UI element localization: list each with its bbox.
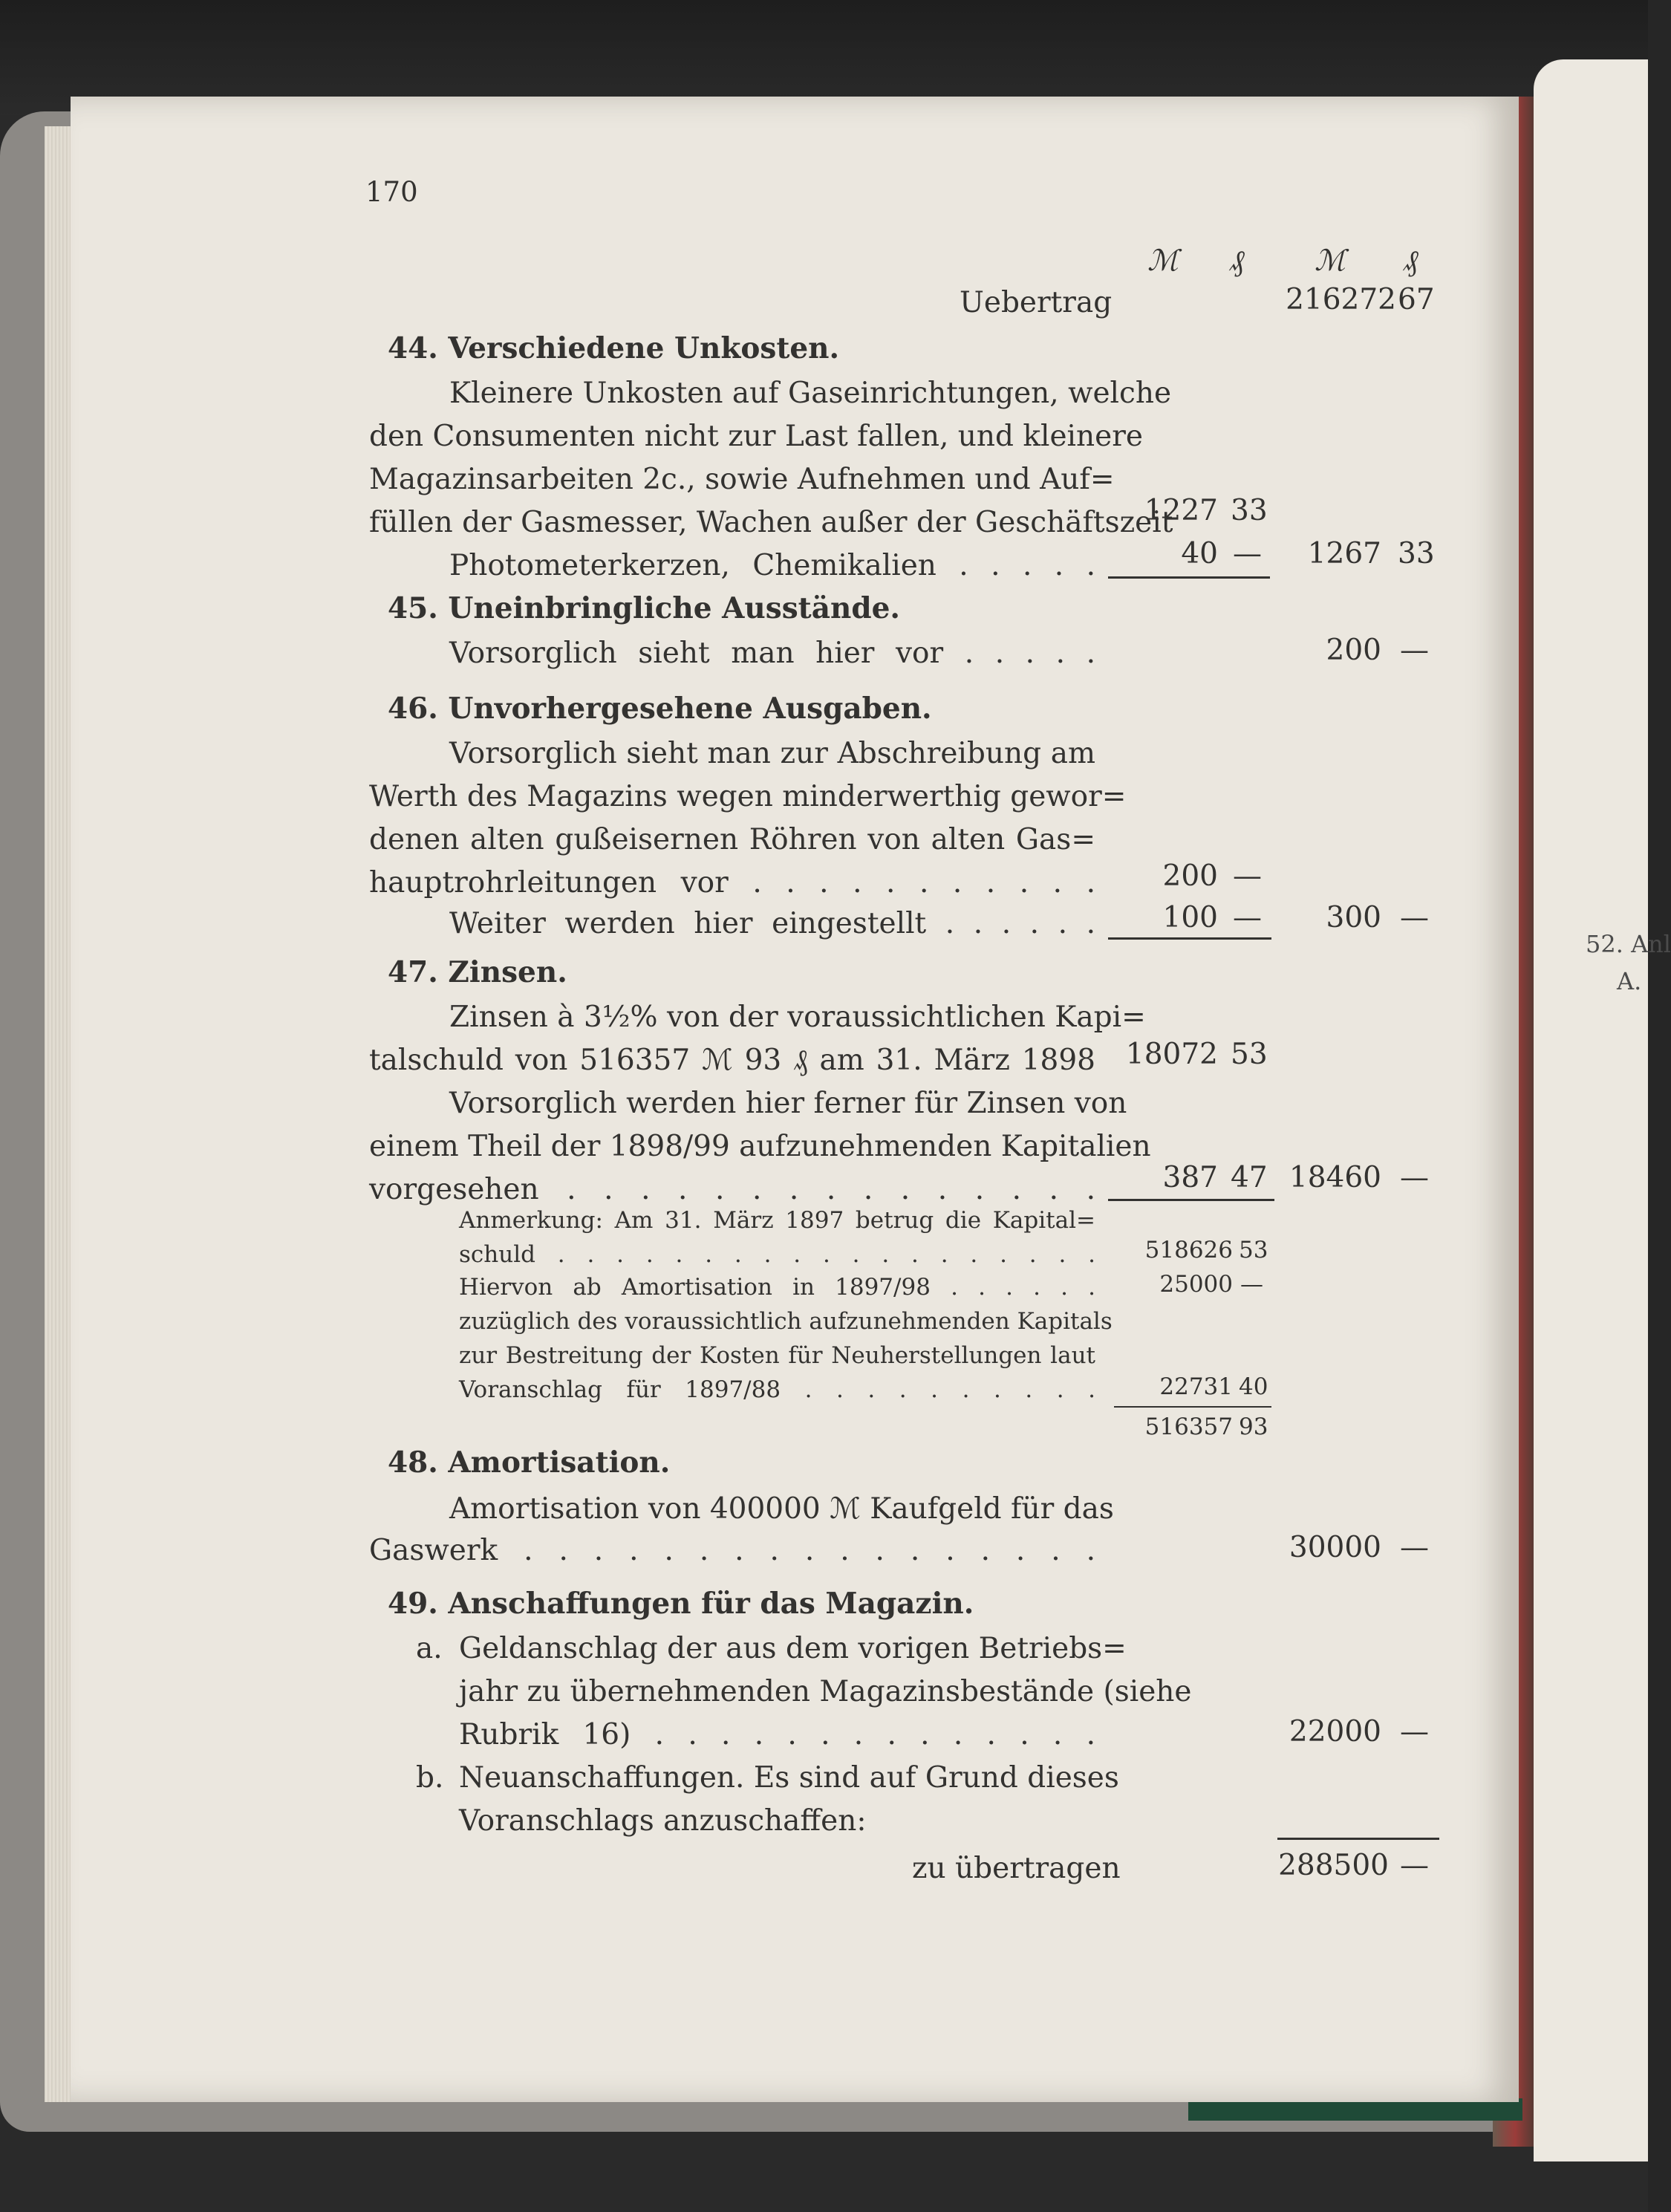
carry-over-pf: 67 [1398,283,1435,316]
section-49-a-total-mark: 22000 [1289,1715,1381,1749]
section-47-amount-2-pf: 47 [1231,1161,1268,1194]
section-47-amount-1-mark: 18072 [1125,1038,1218,1071]
section-47-note-amount-1-pf: 53 [1239,1237,1268,1263]
section-44-amount-2-pf: — [1233,537,1262,570]
section-44-line-3: Magazinsarbeiten 2c., sowie Aufnehmen und Auf= [369,463,1115,496]
section-47-total-mark: 18460 [1289,1161,1381,1194]
section-47-note-amount-3-mark: 22731 [1159,1373,1233,1400]
section-46-total-mark: 300 [1326,901,1381,934]
section-47-line-2: talschuld von 516357 ℳ 93 ₰ am 31. März 1898 [369,1044,1095,1077]
section-47-note-line-6: Voranschlag für 1897/88 . . . . . . . . . . [459,1376,1095,1403]
section-46-amount-1-mark: 200 [1162,859,1218,893]
section-47-note-amount-2-mark: 25000 [1159,1271,1233,1298]
section-44-amount-2-mark: 40 [1181,537,1218,570]
section-46-amount-2-mark: 100 [1162,901,1218,934]
section-44-heading: 44. Verschiedene Unkosten. [388,331,840,365]
section-47-note-line-4: zuzüglich des voraussichtlich aufzunehmenden Kapitals [459,1308,1113,1335]
section-44-amount-1-pf: 33 [1231,494,1268,527]
section-44-line-5: Photometerkerzen, Chemikalien . . . . . [449,549,1095,582]
currency-mark-header-1: ℳ [1147,244,1179,278]
section-48-total-mark: 30000 [1289,1531,1381,1564]
section-47-line-1: Zinsen à 3½% von der voraussichtlichen Kapi= [449,1001,1146,1034]
currency-mark-header-2: ℳ [1315,244,1346,278]
section-46-amount-2-pf: — [1233,901,1262,934]
section-44-line-4: füllen der Gasmesser, Wachen außer der Geschäftszeit [369,506,1173,539]
section-47-total-pf: — [1400,1161,1429,1194]
section-44-line-2: den Consumenten nicht zur Last fallen, und kleinere [369,420,1143,453]
section-49-heading: 49. Anschaffungen für das Magazin. [388,1587,974,1621]
carry-forward-rule [1277,1838,1439,1840]
section-48-line-2: Gaswerk . . . . . . . . . . . . . . . . . [369,1534,1095,1567]
section-47-note-amount-3-pf: 40 [1239,1373,1268,1400]
section-49-b-label: b. [416,1761,444,1795]
section-49-a-line-2: jahr zu übernehmenden Magazinsbestände (siehe [459,1675,1192,1708]
section-49-a-line-3: Rubrik 16) . . . . . . . . . . . . . . [459,1718,1095,1751]
section-46-sum-rule [1108,937,1271,940]
section-46-line-1: Vorsorglich sieht man zur Abschreibung am [449,737,1095,770]
carry-forward-pf: — [1400,1849,1429,1882]
section-47-amount-1-pf: 53 [1231,1038,1268,1071]
carry-forward-label: zu übertragen [912,1852,1121,1885]
section-46-total-pf: — [1400,901,1429,934]
section-44-total-pf: 33 [1398,537,1435,570]
section-46-line-5: Weiter werden hier eingestellt . . . . . . [449,907,1095,940]
section-48-line-1: Amortisation von 400000 ℳ Kaufgeld für das [449,1492,1114,1526]
section-47-note-line-3: Hiervon ab Amortisation in 1897/98 . . . . . . [459,1274,1095,1301]
section-45-total-mark: 200 [1326,634,1381,667]
section-47-note-line-2: schuld . . . . . . . . . . . . . . . . . . . [459,1241,1095,1268]
section-45-total-pf: — [1400,634,1429,667]
section-47-note-amount-2-pf: — [1240,1271,1263,1298]
section-47-amount-2-mark: 387 [1162,1161,1218,1194]
facing-page [1534,59,1671,2161]
section-47-note-amount-4-pf: 93 [1239,1414,1268,1440]
section-47-heading: 47. Zinsen. [388,955,567,989]
section-49-a-line-1: Geldanschlag der aus dem vorigen Betriebs= [459,1632,1127,1665]
page-edges [45,126,74,2102]
facing-page-fragment-2: A. [1617,967,1642,995]
section-45-heading: 45. Uneinbringliche Ausstände. [388,591,900,625]
section-44-sum-rule [1108,576,1270,579]
section-49-a-label: a. [416,1632,443,1665]
section-47-note-sum-rule [1114,1406,1271,1408]
section-48-total-pf: — [1400,1531,1429,1564]
carry-over-mark: 216272 [1286,283,1396,316]
section-46-line-4: hauptrohrleitungen vor . . . . . . . . . . . [369,866,1095,900]
section-49-b-line-1: Neuanschaffungen. Es sind auf Grund dieses [459,1761,1119,1795]
section-44-line-1: Kleinere Unkosten auf Gaseinrichtungen, welche [449,377,1172,410]
section-47-note-amount-4-mark: 516357 [1144,1414,1233,1440]
currency-pf-header-1: ₰ [1230,244,1245,278]
currency-pf-header-2: ₰ [1404,244,1418,278]
section-47-line-3: Vorsorglich werden hier ferner für Zinsen von [449,1087,1127,1120]
section-47-line-4: einem Theil der 1898/99 aufzunehmenden Kapitalien [369,1130,1151,1163]
section-44-total-mark: 1267 [1307,537,1381,570]
section-45-line: Vorsorglich sieht man hier vor . . . . . [449,637,1095,670]
section-48-heading: 48. Amortisation. [388,1445,671,1480]
section-46-line-2: Werth des Magazins wegen minderwerthig gewor= [369,780,1127,813]
carry-over-label: Uebertrag [960,286,1113,319]
carry-forward-mark: 288500 [1278,1849,1389,1882]
section-46-amount-1-pf: — [1233,859,1262,893]
section-49-a-total-pf: — [1400,1715,1429,1749]
section-47-note-amount-1-mark: 518626 [1144,1237,1233,1263]
facing-page-fragment-1: 52. Anl [1586,930,1671,958]
section-44-amount-1-mark: 1227 [1144,494,1218,527]
section-46-line-3: denen alten gußeisernen Röhren von alten Gas= [369,823,1095,856]
section-49-b-line-2: Voranschlags anzuschaffen: [459,1804,867,1838]
section-47-note-line-5: zur Bestreitung der Kosten für Neuherstellungen laut [459,1342,1095,1369]
section-47-sum-rule [1108,1199,1274,1201]
section-46-heading: 46. Unvorhergesehene Ausgaben. [388,692,932,726]
section-47-line-5: vorgesehen . . . . . . . . . . . . . . . [369,1173,1095,1206]
page-number: 170 [365,176,418,208]
section-47-note-line-1: Anmerkung: Am 31. März 1897 betrug die Kapital= [459,1207,1095,1234]
